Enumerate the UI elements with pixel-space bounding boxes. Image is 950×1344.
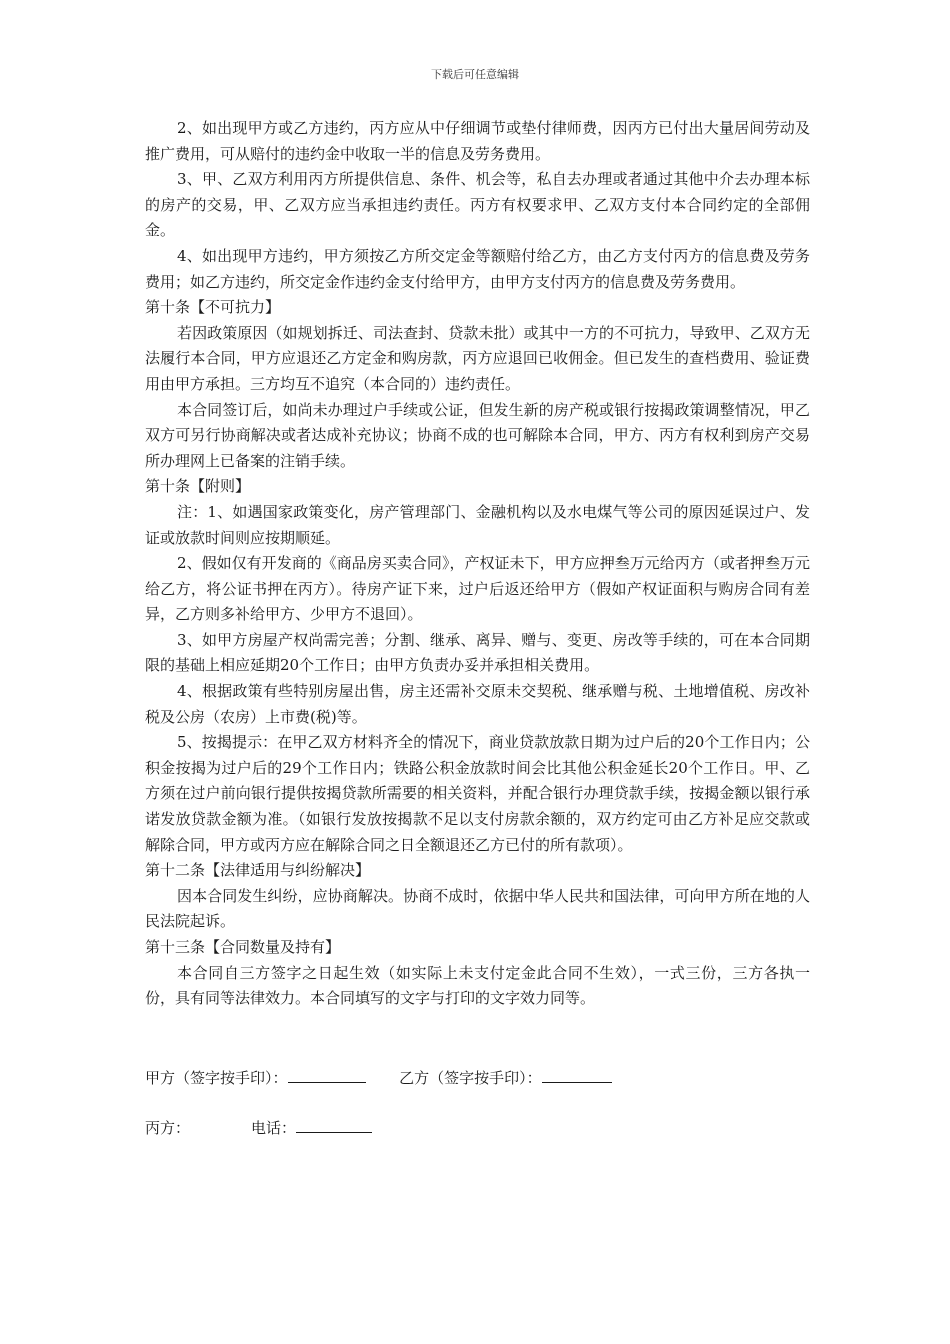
clause-paragraph: 3、甲、乙双方利用丙方所提供信息、条件、机会等，私自去办理或者通过其他中介去办理本标的房产的交易，甲、乙双方应当承担违约责任。丙方有权要求甲、乙双方支付本合同约定的全部佣金。 [145,170,810,240]
clause-paragraph: 4、如出现甲方违约，甲方须按乙方所交定金等额赔付给乙方，由乙方支付丙方的信息费及劳务费用；如乙方违约，所交定金作违约金支付给甲方，由甲方支付丙方的信息费及劳务费用。 [145,246,810,291]
section-heading-law: 第十二条【法律适用与纠纷解决】 [145,861,371,880]
clause-paragraph: 本合同自三方签字之日起生效（如实际上未支付定金此合同不生效），一式三份，三方各执一份，具有同等法律效力。本合同填写的文字与打印的文字效力同等。 [145,963,810,1008]
phone-label: 电话： [251,1119,297,1137]
party-a-signature-field[interactable] [288,1066,366,1083]
clause-paragraph: 若因政策原因（如规划拆迁、司法查封、贷款未批）或其中一方的不可抗力，导致甲、乙双方无法履行本合同，甲方应退还乙方定金和购房款，丙方应退回已收佣金。但已发生的查档费用、验证费用由甲方承担。三方均互不追究（本合同的）违约责任。 [145,323,810,393]
clause-paragraph: 本合同签订后，如尚未办理过户手续或公证，但发生新的房产税或银行按揭政策调整情况，甲乙双方可另行协商解决或者达成补充协议；协商不成的也可解除本合同，甲方、丙方有权利到房产交易所办理网上已备案的注销手续。 [145,400,810,470]
document-body [145,116,810,1012]
clause-paragraph: 注：1、如遇国家政策变化，房产管理部门、金融机构以及水电煤气等公司的原因延误过户、发证或放款时间则应按期顺延。 [145,502,810,547]
clause-paragraph: 3、如甲方房屋产权尚需完善；分割、继承、离异、赠与、变更、房改等手续的，可在本合同期限的基础上相应延期20个工作日；由甲方负责办妥并承担相关费用。 [145,630,810,675]
section-heading-force-majeure: 第十条【不可抗力】 [145,298,281,317]
party-b-label: 乙方（签字按手印）： [399,1069,542,1087]
phone-field[interactable] [296,1116,372,1133]
clause-paragraph: 因本合同发生纠纷，应协商解决。协商不成时，依据中华人民共和国法律，可向甲方所在地的人民法院起诉。 [145,886,810,931]
page-header: 下载后可任意编辑 [431,68,519,81]
clause-paragraph: 4、根据政策有些特别房屋出售，房主还需补交原未交契税、继承赠与税、土地增值税、房改补税及公房（农房）上市费(税)等。 [145,682,810,726]
signature-row-c [145,1116,372,1139]
section-heading-copies: 第十三条【合同数量及持有】 [145,938,341,956]
party-b-signature-field[interactable] [542,1066,612,1083]
clause-paragraph: 5、按揭提示：在甲乙双方材料齐全的情况下，商业贷款放款日期为过户后的20个工作日内；公积金按揭为过户后的29个工作日内；铁路公积金放款时间会比其他公积金延长20个工作日。甲、乙方须在过户前向银行提供按揭贷款所需要的相关资料，并配合银行办理贷款手续，按揭金额以银行承诺发放贷款金额为准。（如银行发放按揭款不足以支付房款余额的，双方约定可由乙方补足应交款或解除合同，甲方或丙方应在解除合同之日全额退还乙方已付的所有款项）。 [145,733,810,854]
section-heading-appendix: 第十条【附则】 [145,477,251,496]
clause-paragraph: 2、假如仅有开发商的《商品房买卖合同》，产权证未下，甲方应押叁万元给丙方（或者押叁万元给乙方，将公证书押在丙方）。待房产证下来，过户后返还给甲方（假如产权证面积与购房合同有差异，乙方则多补给甲方、少甲方不退回）。 [145,554,810,624]
party-a-label: 甲方（签字按手印）： [145,1069,288,1087]
party-c-label: 丙方： [145,1119,191,1137]
signature-row-ab [145,1066,612,1089]
clause-paragraph: 2、如出现甲方或乙方违约，丙方应从中仔细调节或垫付律师费，因丙方已付出大量居间劳动及推广费用，可从赔付的违约金中收取一半的信息及劳务费用。 [145,119,810,163]
